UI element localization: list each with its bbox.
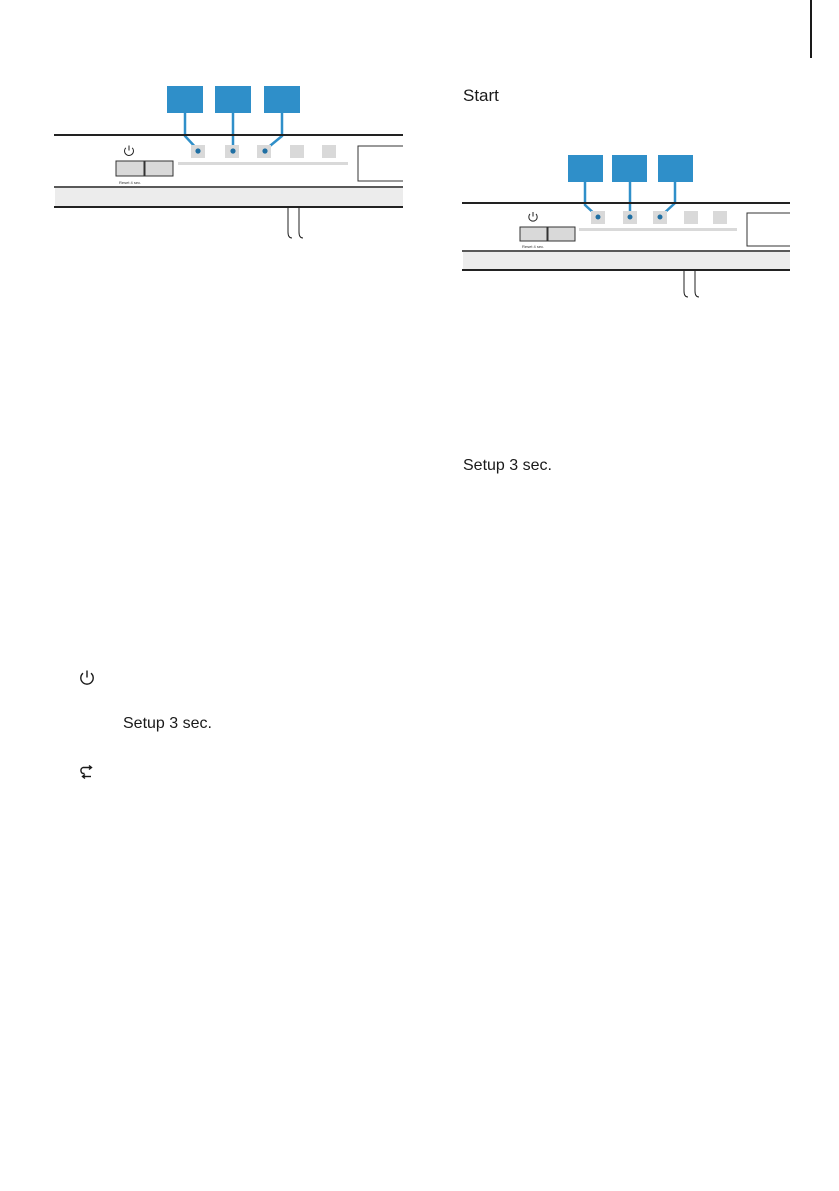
setup-label-right: Setup 3 sec.	[463, 457, 552, 474]
callout-dot-1	[596, 215, 601, 220]
indicator-bar	[579, 228, 737, 231]
second-button[interactable]	[145, 161, 173, 176]
setup-label-left: Setup 3 sec.	[123, 715, 212, 732]
callout-box-1	[167, 86, 203, 113]
callout-box-3	[658, 155, 693, 182]
leader-line-1	[185, 113, 198, 150]
program-key-5[interactable]	[322, 145, 336, 158]
power-button[interactable]	[116, 161, 144, 176]
power-icon	[125, 146, 134, 156]
callout-dot-3	[658, 215, 663, 220]
program-key-4[interactable]	[684, 211, 698, 224]
indicator-bar	[178, 162, 348, 165]
display-window	[747, 213, 790, 246]
program-key-4[interactable]	[290, 145, 304, 158]
power-icon	[529, 212, 537, 221]
callout-box-2	[215, 86, 251, 113]
repeat-icon	[78, 763, 96, 786]
control-panel-diagram	[54, 84, 406, 244]
start-label: Start	[463, 86, 499, 105]
program-key-5[interactable]	[713, 211, 727, 224]
callout-dot-3	[262, 148, 267, 153]
second-button[interactable]	[548, 227, 575, 241]
callout-box-2	[612, 155, 647, 182]
control-panel-figure-right	[462, 155, 792, 300]
callout-box-3	[264, 86, 300, 113]
display-window	[358, 146, 403, 181]
callout-dot-1	[195, 148, 200, 153]
power-button[interactable]	[520, 227, 547, 241]
reset-label: Reset 4 sec.	[119, 180, 142, 185]
leader-line-3	[265, 113, 282, 150]
panel-strip	[55, 188, 403, 206]
reset-label: Reset 4 sec.	[522, 244, 545, 249]
handle-line-1	[288, 208, 292, 238]
power-icon	[78, 669, 96, 692]
control-panel-diagram-right	[462, 155, 792, 300]
callout-dot-2	[628, 215, 633, 220]
control-panel-figure-left	[54, 84, 406, 244]
callout-box-1	[568, 155, 603, 182]
handle-line-2	[299, 208, 303, 238]
callout-dot-2	[230, 148, 235, 153]
page-edge-line	[810, 0, 812, 58]
panel-strip	[463, 252, 790, 269]
handle-line-2	[695, 271, 699, 297]
handle-line-1	[684, 271, 688, 297]
